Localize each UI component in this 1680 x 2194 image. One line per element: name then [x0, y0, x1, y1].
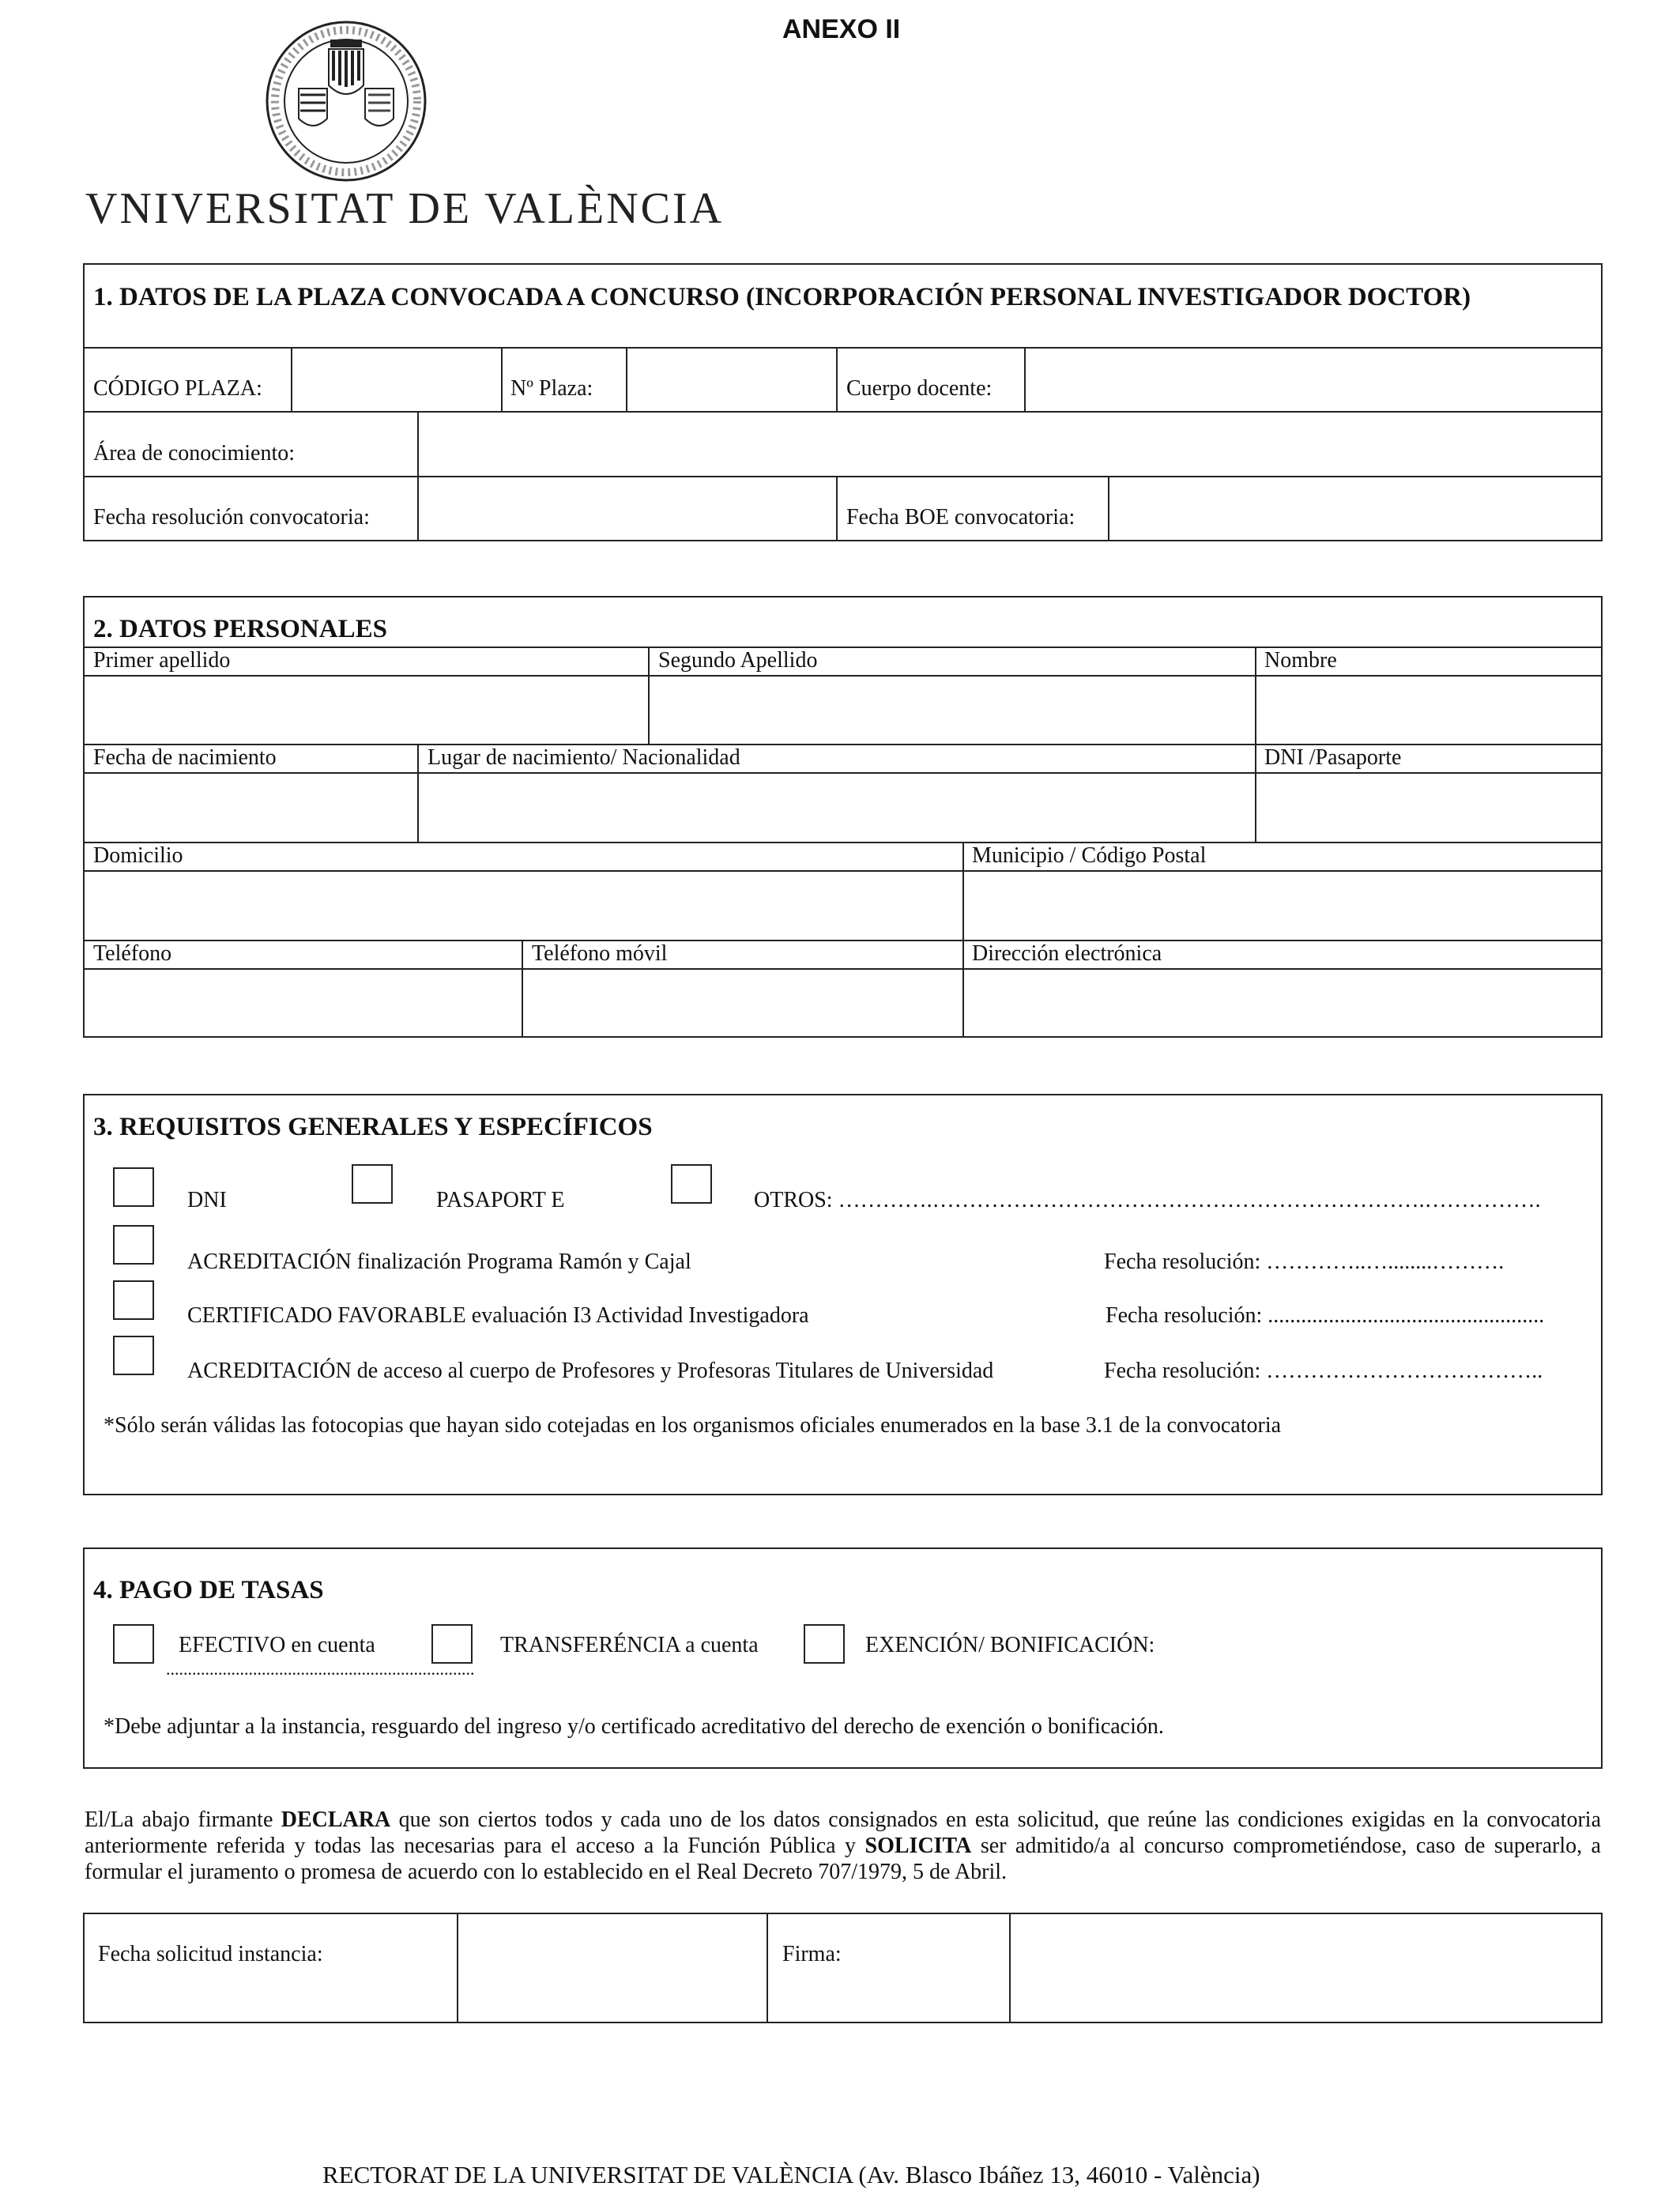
direccion-electronica-field[interactable] — [966, 971, 1599, 1035]
acreditacion-titulares-fecha: Fecha resolución: ……………………………….. — [1104, 1359, 1543, 1383]
pasaporte-checkbox[interactable] — [352, 1164, 393, 1204]
lugar-nacimiento-field[interactable] — [420, 775, 1252, 839]
nombre-label: Nombre — [1264, 648, 1337, 673]
footer-address: RECTORAT DE LA UNIVERSITAT DE VALÈNCIA (Av. Blasco Ibáñez 13, 46010 - València) — [322, 2161, 1260, 2188]
fecha-boe-field[interactable] — [1111, 479, 1599, 539]
telefono-label: Teléfono — [93, 941, 172, 966]
fecha-solicitud-label: Fecha solicitud instancia: — [98, 1942, 323, 1966]
otros-label: OTROS: ………….………………………………………………………….……………. — [754, 1188, 1541, 1212]
ramon-cajal-checkbox[interactable] — [113, 1225, 154, 1265]
pasaporte-label: PASAPORT E — [436, 1188, 565, 1212]
firma-label: Firma: — [782, 1942, 842, 1966]
section2-title: 2. DATOS PERSONALES — [93, 615, 387, 643]
section3-title: 3. REQUISITOS GENERALES Y ESPECÍFICOS — [93, 1113, 653, 1141]
university-seal-icon — [79, 16, 725, 237]
dni-checkbox[interactable] — [113, 1167, 154, 1207]
fecha-resolucion-field[interactable] — [420, 479, 833, 539]
cuerpo-docente-field[interactable] — [1027, 350, 1599, 409]
codigo-plaza-label: CÓDIGO PLAZA: — [93, 376, 262, 401]
efectivo-label: EFECTIVO en cuenta — [179, 1633, 375, 1657]
area-conocimiento-field[interactable] — [420, 414, 1599, 473]
declaration-paragraph — [85, 1807, 1601, 1885]
codigo-plaza-field[interactable] — [294, 350, 498, 409]
declara-emphasis: DECLARA — [281, 1808, 391, 1832]
transferencia-checkbox[interactable] — [431, 1624, 473, 1664]
certificado-i3-checkbox[interactable] — [113, 1280, 154, 1320]
certificado-i3-fecha: Fecha resolución: .................................................. — [1106, 1303, 1545, 1328]
primer-apellido-field[interactable] — [86, 678, 645, 741]
segundo-apellido-field[interactable] — [651, 678, 1252, 741]
fecha-solicitud-field[interactable] — [460, 1916, 763, 2020]
pago-note: *Debe adjuntar a la instancia, resguardo del ingreso y/o certificado acreditativo del derecho de exención o bonificación. — [104, 1714, 1164, 1739]
ramon-cajal-label: ACREDITACIÓN finalización Programa Ramón y Cajal — [187, 1250, 691, 1274]
telefono-field[interactable] — [86, 971, 518, 1035]
dni-label: DNI — [187, 1188, 227, 1212]
otros-checkbox[interactable] — [671, 1164, 712, 1204]
domicilio-label: Domicilio — [93, 843, 183, 868]
exencion-label: EXENCIÓN/ BONIFICACIÓN: — [865, 1633, 1155, 1657]
num-plaza-label: Nº Plaza: — [510, 376, 593, 401]
declaration-text-1: El/La abajo firmante — [85, 1808, 281, 1832]
dni-pasaporte-field[interactable] — [1258, 775, 1599, 839]
municipio-label: Municipio / Código Postal — [972, 843, 1207, 868]
domicilio-field[interactable] — [86, 873, 959, 937]
nombre-field[interactable] — [1258, 678, 1599, 741]
acreditacion-titulares-label: ACREDITACIÓN de acceso al cuerpo de Profesores y Profesoras Titulares de Universidad — [187, 1359, 994, 1383]
acreditacion-titulares-checkbox[interactable] — [113, 1336, 154, 1375]
fecha-boe-label: Fecha BOE convocatoria: — [846, 505, 1075, 530]
municipio-field[interactable] — [966, 873, 1599, 937]
fecha-resolucion-label: Fecha resolución convocatoria: — [93, 505, 370, 530]
cuerpo-docente-label: Cuerpo docente: — [846, 376, 993, 401]
lugar-nacimiento-label: Lugar de nacimiento/ Nacionalidad — [428, 745, 740, 770]
primer-apellido-label: Primer apellido — [93, 648, 231, 673]
exencion-checkbox[interactable] — [804, 1624, 845, 1664]
declaration-text-2: que son ciertos todos y cada uno de los datos consignados en esta solicitud, que reúne las condiciones exigidas en la convocatoria anteriormente referida y todas las necesarias para el acceso a la Función Pública y — [85, 1808, 1601, 1858]
annex-title: ANEXO II — [782, 14, 901, 44]
fecha-nacimiento-field[interactable] — [86, 775, 414, 839]
section4-title: 4. PAGO DE TASAS — [93, 1576, 324, 1604]
exencion-dots: ....................................................................... — [166, 1659, 475, 1679]
section1-title: 1. DATOS DE LA PLAZA CONVOCADA A CONCURSO (INCORPORACIÓN PERSONAL INVESTIGADOR DOCTOR) — [93, 283, 1471, 311]
num-plaza-field[interactable] — [629, 350, 833, 409]
wordmark: VNIVERSITAT DE VALÈNCIA — [85, 184, 725, 233]
dni-pasaporte-label: DNI /Pasaporte — [1264, 745, 1402, 770]
telefono-movil-field[interactable] — [525, 971, 959, 1035]
transferencia-label: TRANSFERÉNCIA a cuenta — [500, 1633, 759, 1657]
certificado-i3-label: CERTIFICADO FAVORABLE evaluación I3 Actividad Investigadora — [187, 1303, 809, 1328]
area-conocimiento-label: Área de conocimiento: — [93, 441, 296, 466]
telefono-movil-label: Teléfono móvil — [532, 941, 668, 966]
segundo-apellido-label: Segundo Apellido — [658, 648, 818, 673]
ramon-cajal-fecha: Fecha resolución: …………..…........………. — [1104, 1250, 1505, 1274]
fecha-nacimiento-label: Fecha de nacimiento — [93, 745, 277, 770]
university-logo — [79, 16, 725, 237]
requisitos-note: *Sólo serán válidas las fotocopias que hayan sido cotejadas en los organismos oficiales enumerados en la base 3.1 de la convocatoria — [104, 1413, 1282, 1438]
firma-field[interactable] — [1012, 1916, 1599, 2020]
efectivo-checkbox[interactable] — [113, 1624, 154, 1664]
solicita-emphasis: SOLICITA — [864, 1834, 972, 1858]
direccion-electronica-label: Dirección electrónica — [972, 941, 1162, 966]
declaration-text-3: ser admitido/a al concurso comprometiéndose, caso de superarlo, a formular el juramento o promesa de acuerdo con lo establecido en el Real Decreto 707/1979, 5 de Abril. — [85, 1834, 1601, 1884]
